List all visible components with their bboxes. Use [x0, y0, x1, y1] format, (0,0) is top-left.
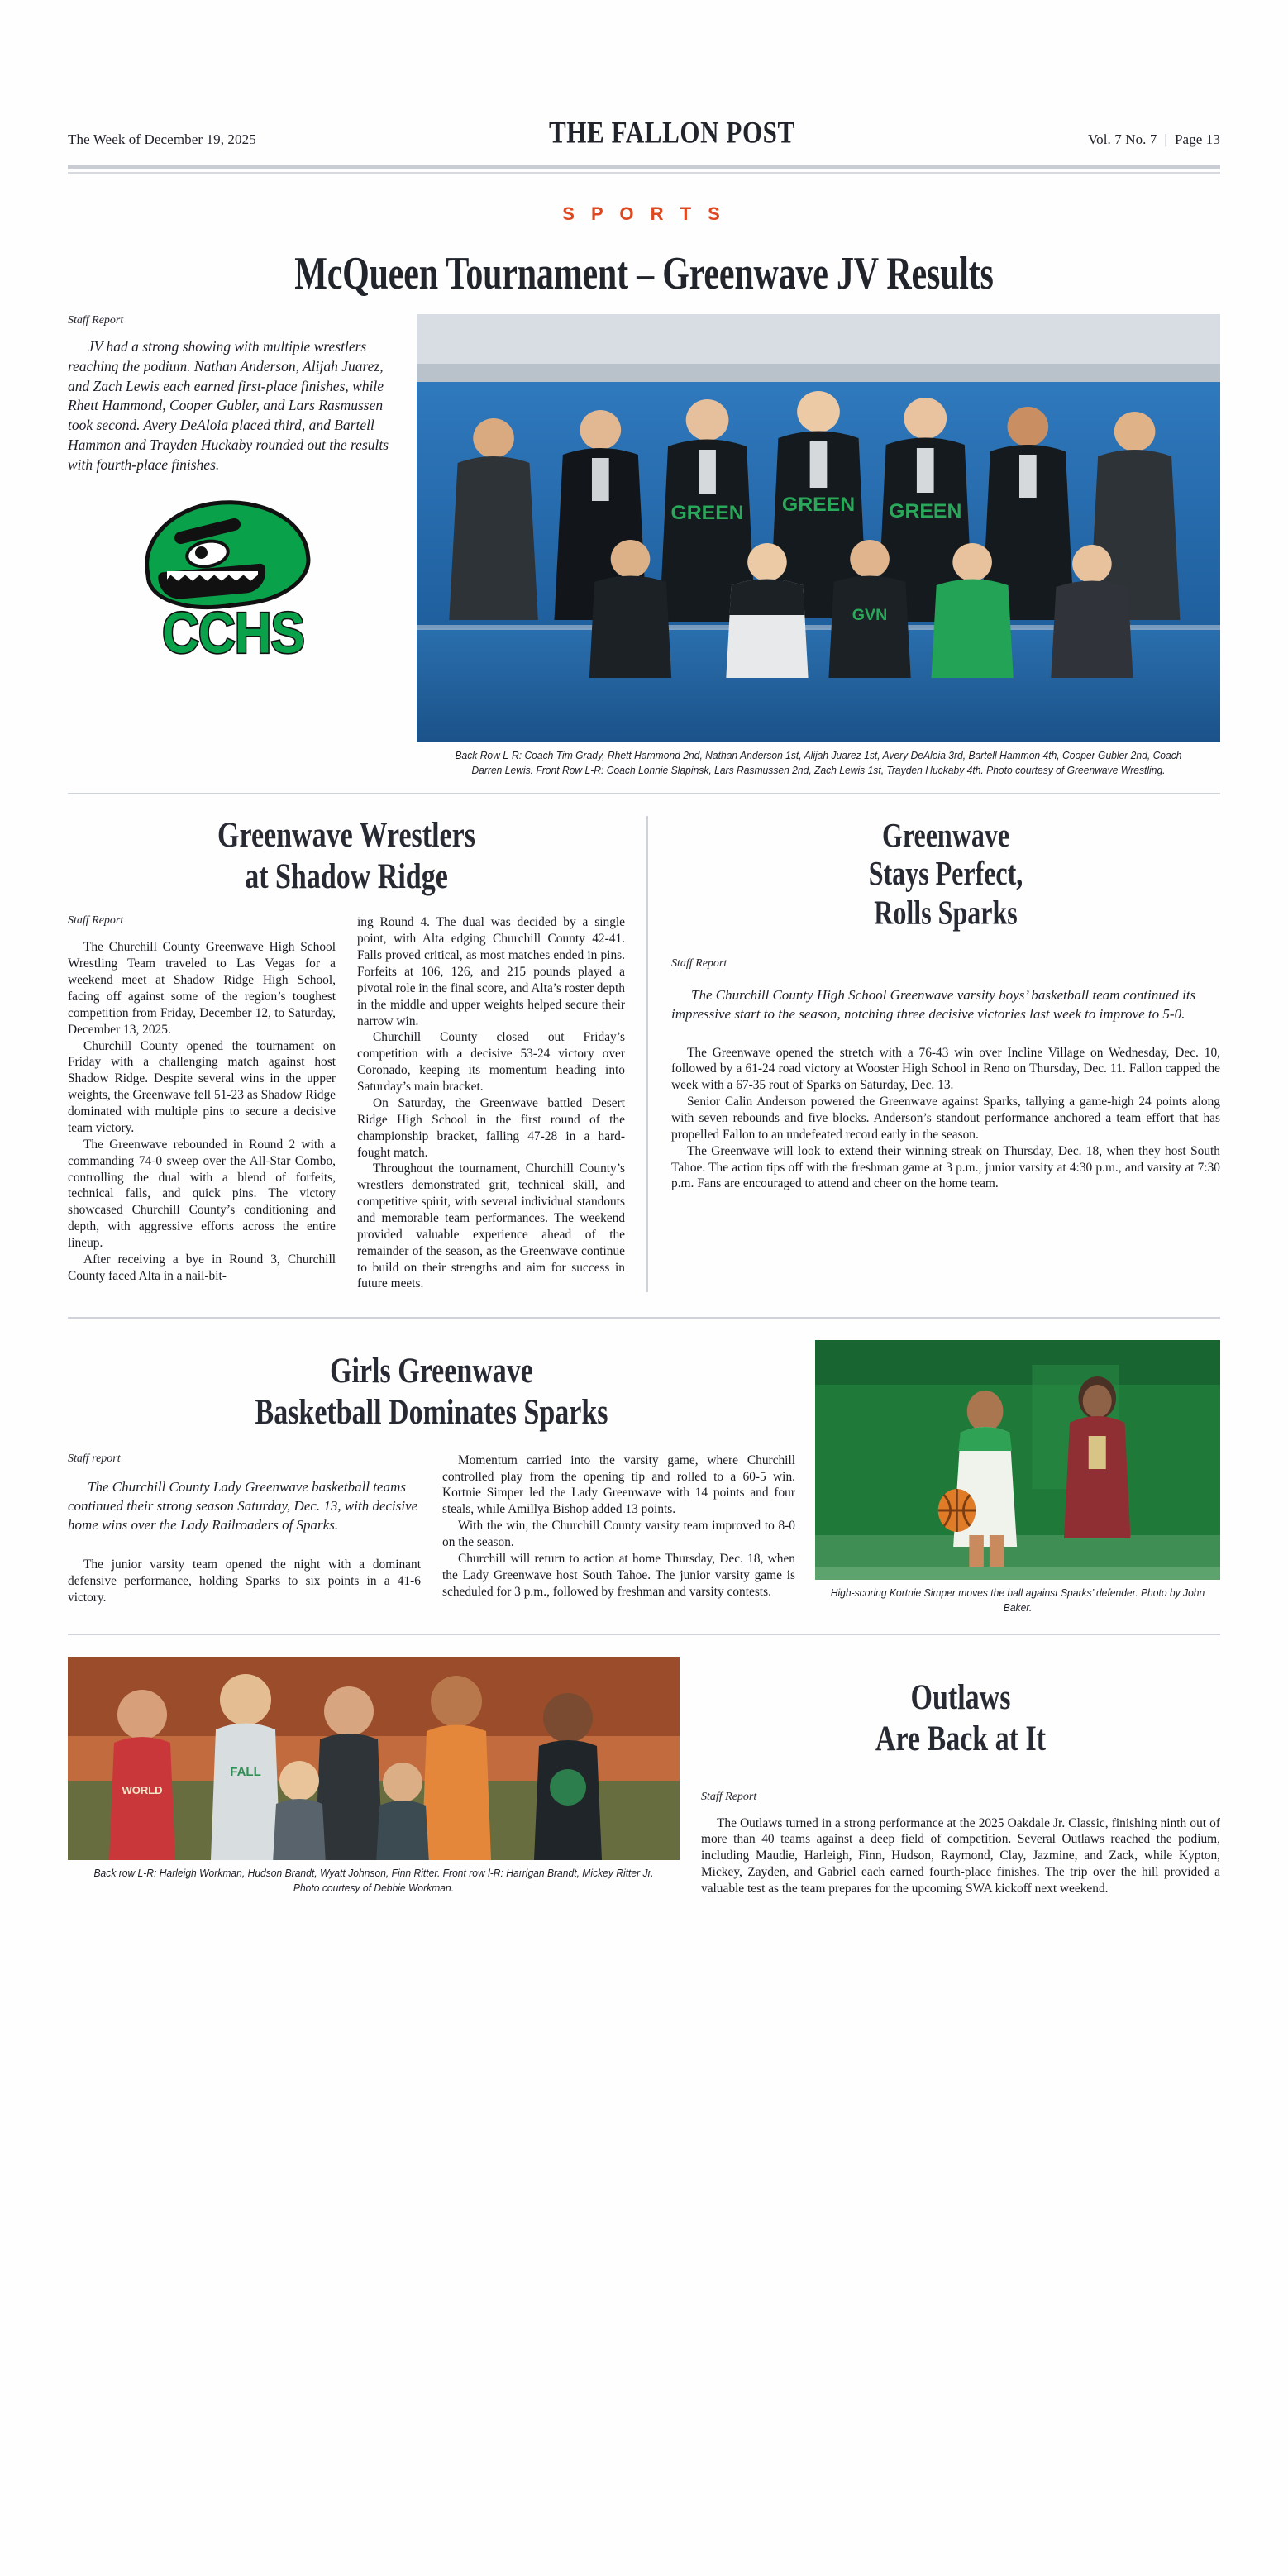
story-4-columns	[68, 1453, 795, 1606]
wrestling-team-photo	[417, 314, 1220, 742]
masthead-date: The Week of December 19, 2025	[68, 131, 256, 147]
story-2-headline-line-1: Greenwave Wrestlers	[217, 815, 475, 856]
story-4-text	[68, 1340, 795, 1615]
story-1-byline: Staff Report	[68, 314, 124, 327]
story-4-lede: The Churchill County Lady Greenwave basketball teams continued their strong season Saturday, Dec. 13, with decisive home wins over the Lady Railroaders of Sparks.	[68, 1478, 418, 1533]
story-4-paragraph: Churchill will return to action at home Thursday, Dec. 18, when the Lady Greenwave host South Tahoe. The junior varsity game is scheduled for 3 p.m., followed by freshman and varsity contests.	[442, 1551, 795, 1599]
story-2-paragraph: Throughout the tournament, Churchill County’s wrestlers demonstrated grit, technical skill, and competitive spirit, with several individual standouts and memorable team performances. The weekend provided valuable experience ahead of the remainder of the season, as the Greenwave continue to build on their strengths and aim for success in future meets.	[357, 1162, 625, 1291]
story-3-headline	[671, 816, 1220, 932]
cchs-wordmark: CCHS	[162, 601, 304, 665]
masthead-volume-page	[1088, 131, 1220, 148]
story-4	[68, 1340, 1220, 1615]
divider-after-story-1	[68, 793, 1220, 794]
story-5-headline-line-2: Are Back at It	[875, 1719, 1047, 1759]
masthead-title: THE FALLON POST	[548, 115, 795, 150]
story-4-paragraph: With the win, the Churchill County varsity team improved to 8-0 on the season.	[442, 1519, 795, 1550]
outlaws-wrestlers-photo	[68, 1657, 680, 1860]
svg-text:GVN: GVN	[852, 607, 888, 625]
story-3-lede: The Churchill County High School Greenwave varsity boys’ basketball team continued its impressive start to the season, notching three decisive victories last week to improve to 5-0.	[671, 987, 1196, 1023]
section-kicker: S P O R T S	[562, 203, 726, 224]
story-3-headline-line-2: Stays Perfect,	[868, 854, 1023, 893]
cchs-logo	[109, 500, 357, 682]
story-2-paragraph: After receiving a bye in Round 3, Churchill County faced Alta in a nail-bit-	[68, 1252, 336, 1283]
story-3-byline: Staff Report	[671, 957, 727, 971]
story-1-photo-caption: Back Row L-R: Coach Tim Grady, Rhett Hammond 2nd, Nathan Anderson 1st, Alijah Juarez 1st, Avery DeAloia 3rd, Bartell Hammon 4th, Cooper Gubler 2nd, Coach Darren Lewis. Front Row L-R: Coach Lonnie Slapinsk, Lars Rasmussen 2nd, Zach Lewis 1st, Trayden Huckaby 4th. Photo courtesy of Greenwave Wrestling.	[455, 749, 1182, 777]
story-3-headline-line-1: Greenwave	[881, 815, 1010, 855]
story-4-headline-line-2: Basketball Dominates Sparks	[255, 1392, 608, 1433]
svg-text:GREEN: GREEN	[781, 494, 856, 516]
story-3-paragraph: The Greenwave opened the stretch with a 76-43 win over Incline Village on Wednesday, Dec. 10, followed by a 61-24 road victory at Wooster High School in Reno on Thursday, Dec. 11. Fallon capped the week with a 67-35 rout of Sparks on Saturday, Dec. 13.	[671, 1045, 1220, 1093]
story-2-paragraph: Churchill County closed out Friday’s competition with a decisive 53-24 victory over Coronado, keeping its momentum heading into Saturday’s main bracket.	[357, 1030, 625, 1095]
story-2-paragraph: ing Round 4. The dual was decided by a single point, with Alta edging Churchill County 42-41. Falls proved critical, as most matches ended in pins. Forfeits at 106, 126, and 215 pounds played a pivotal role in the final score, and Alta’s roster depth in the middle and upper weights helped secure their narrow win.	[357, 915, 625, 1028]
story-1-photo-column	[417, 314, 1220, 778]
story-4-paragraph: Momentum carried into the varsity game, where Churchill controlled play from the opening tip and rolled to a 60-5 win. Kortnie Simper led the Lady Greenwave with 14 points and four steals, while Amillya Bishop added 13 points.	[442, 1453, 795, 1517]
story-3-paragraph: Senior Calin Anderson powered the Greenwave against Sparks, tallying a game-high 24 points along with seven rebounds and five blocks. Anderson’s standout performance anchored a team effort that has propelled Fallon to an undefeated record early in the season.	[671, 1095, 1220, 1142]
divider-after-story-3	[68, 1317, 1220, 1319]
svg-text:GREEN: GREEN	[670, 502, 744, 524]
story-4-byline: Staff report	[68, 1452, 121, 1465]
story-2-columns	[68, 914, 625, 1292]
story-2-headline	[68, 816, 625, 898]
masthead-rule-thin	[68, 172, 1220, 174]
mascot-pupil-shape	[195, 546, 208, 559]
story-5-text-column	[701, 1657, 1220, 1897]
girls-basketball-photo	[815, 1340, 1220, 1580]
story-2-paragraph: The Greenwave rebounded in Round 2 with a commanding 74-0 sweep over the All-Star Combo, controlling the dual with a blend of forfeits, technical falls, and quick pins. The victory showcased Churchill County’s conditioning and depth, with aggressive efforts across the entire lineup.	[68, 1137, 336, 1250]
wrestling-team-photo-art	[417, 314, 1220, 742]
masthead	[68, 0, 1220, 154]
story-3-paragraph: The Greenwave will look to extend their winning streak on Thursday, Dec. 18, when they host South Tahoe. The action tips off with the freshman game at 3 p.m., junior varsity at 4:30 p.m., and varsity at 7:30 p.m. Fans are encouraged to attend and cheer on the home team.	[671, 1143, 1220, 1191]
story-1-text-column	[68, 314, 398, 778]
svg-text:FALL: FALL	[230, 1765, 261, 1780]
story-5	[68, 1657, 1220, 1897]
story-4-column-2	[442, 1453, 795, 1606]
volume-number: Vol. 7 No. 7	[1087, 131, 1157, 147]
story-3-headline-line-3: Rolls Sparks	[874, 893, 1018, 932]
story-4-paragraph: The junior varsity team opened the night with a dominant defensive performance, holding Sparks to six points in a 41-6 victory.	[68, 1558, 421, 1605]
story-2-byline: Staff Report	[68, 914, 124, 928]
masthead-separator: |	[1164, 131, 1167, 147]
story-2-paragraph: The Churchill County Greenwave High School Wrestling Team traveled to Las Vegas for a weekend meet at Shadow Ridge High School, facing off against some of the region’s toughest competition from Friday, December 12, to Saturday, December 13, 2025.	[68, 940, 336, 1037]
story-4-photo-caption: High-scoring Kortnie Simper moves the ball against Sparks’ defender. Photo by John Baker.	[830, 1586, 1205, 1615]
story-1	[68, 314, 1220, 778]
story-2-headline-line-2: at Shadow Ridge	[245, 856, 448, 896]
story-4-headline-line-1: Girls Greenwave	[330, 1352, 533, 1391]
story-2-column-1	[68, 914, 336, 1292]
story-2-column-2	[357, 914, 625, 1292]
story-5-paragraph: The Outlaws turned in a strong performance at the 2025 Oakdale Jr. Classic, finishing ninth out of more than 40 teams against a deep field of competition. Several Outlaws reached the podium, including Maudie, Harleigh, Finn, Hudson, Raymond, Clay, Jazmine, and Zack, while Kypton, Mickey, Zayden, and Gabriel each earned fourth-place finishes. The trip over the hill provided a valuable test as the team prepares for the upcoming SWA kickoff next weekend.	[701, 1815, 1220, 1896]
story-2-paragraph: Churchill County opened the tournament on Friday with a challenging match against host Shadow Ridge. Despite several wins in the upper weights, the Greenwave fell 51-23 as Shadow Ridge dominated with multiple pins to secure a decisive team victory.	[68, 1038, 336, 1135]
story-5-headline	[701, 1678, 1220, 1760]
story-2-paragraph: On Saturday, the Greenwave battled Desert Ridge High School in the first round of the championship bracket, falling 47-28 in a hard-fought match.	[357, 1095, 625, 1160]
story-5-headline-line-1: Outlaws	[910, 1678, 1011, 1718]
story-5-photo-caption: Back row L-R: Harleigh Workman, Hudson Brandt, Wyatt Johnson, Finn Ritter. Front row l-R: Harrigan Brandt, Mickey Ritter Jr. Photo courtesy of Debbie Workman.	[93, 1867, 654, 1895]
story-4-headline	[68, 1352, 795, 1433]
svg-text:WORLD: WORLD	[122, 1784, 163, 1797]
masthead-rule-thick	[68, 165, 1220, 169]
story-4-photo-column	[815, 1340, 1220, 1615]
story-5-body	[701, 1791, 1220, 1897]
stories-2-and-3-block	[68, 816, 1220, 1292]
story-1-headline: McQueen Tournament – Greenwave JV Results	[294, 248, 994, 300]
divider-after-story-4	[68, 1634, 1220, 1635]
svg-text:GREEN: GREEN	[889, 500, 962, 522]
story-3	[646, 816, 1220, 1292]
girls-basketball-photo-art	[815, 1340, 1220, 1580]
story-3-body	[671, 957, 1220, 1192]
outlaws-wrestlers-photo-art	[68, 1657, 680, 1860]
story-5-photo-column	[68, 1657, 680, 1897]
story-5-byline: Staff Report	[701, 1790, 757, 1803]
page-number: Page 13	[1175, 131, 1220, 147]
story-1-lede: JV had a strong showing with multiple wrestlers reaching the podium. Nathan Anderson, Alijah Juarez, and Zach Lewis each earned first-place finishes, while Rhett Hammond, Cooper Gubler, and Lars Rasmussen took second. Avery DeAloia placed third, and Bartell Hammon and Trayden Huckaby rounded out the results with fourth-place finishes.	[68, 338, 389, 473]
story-2	[68, 816, 646, 1292]
story-4-column-1	[68, 1453, 421, 1606]
